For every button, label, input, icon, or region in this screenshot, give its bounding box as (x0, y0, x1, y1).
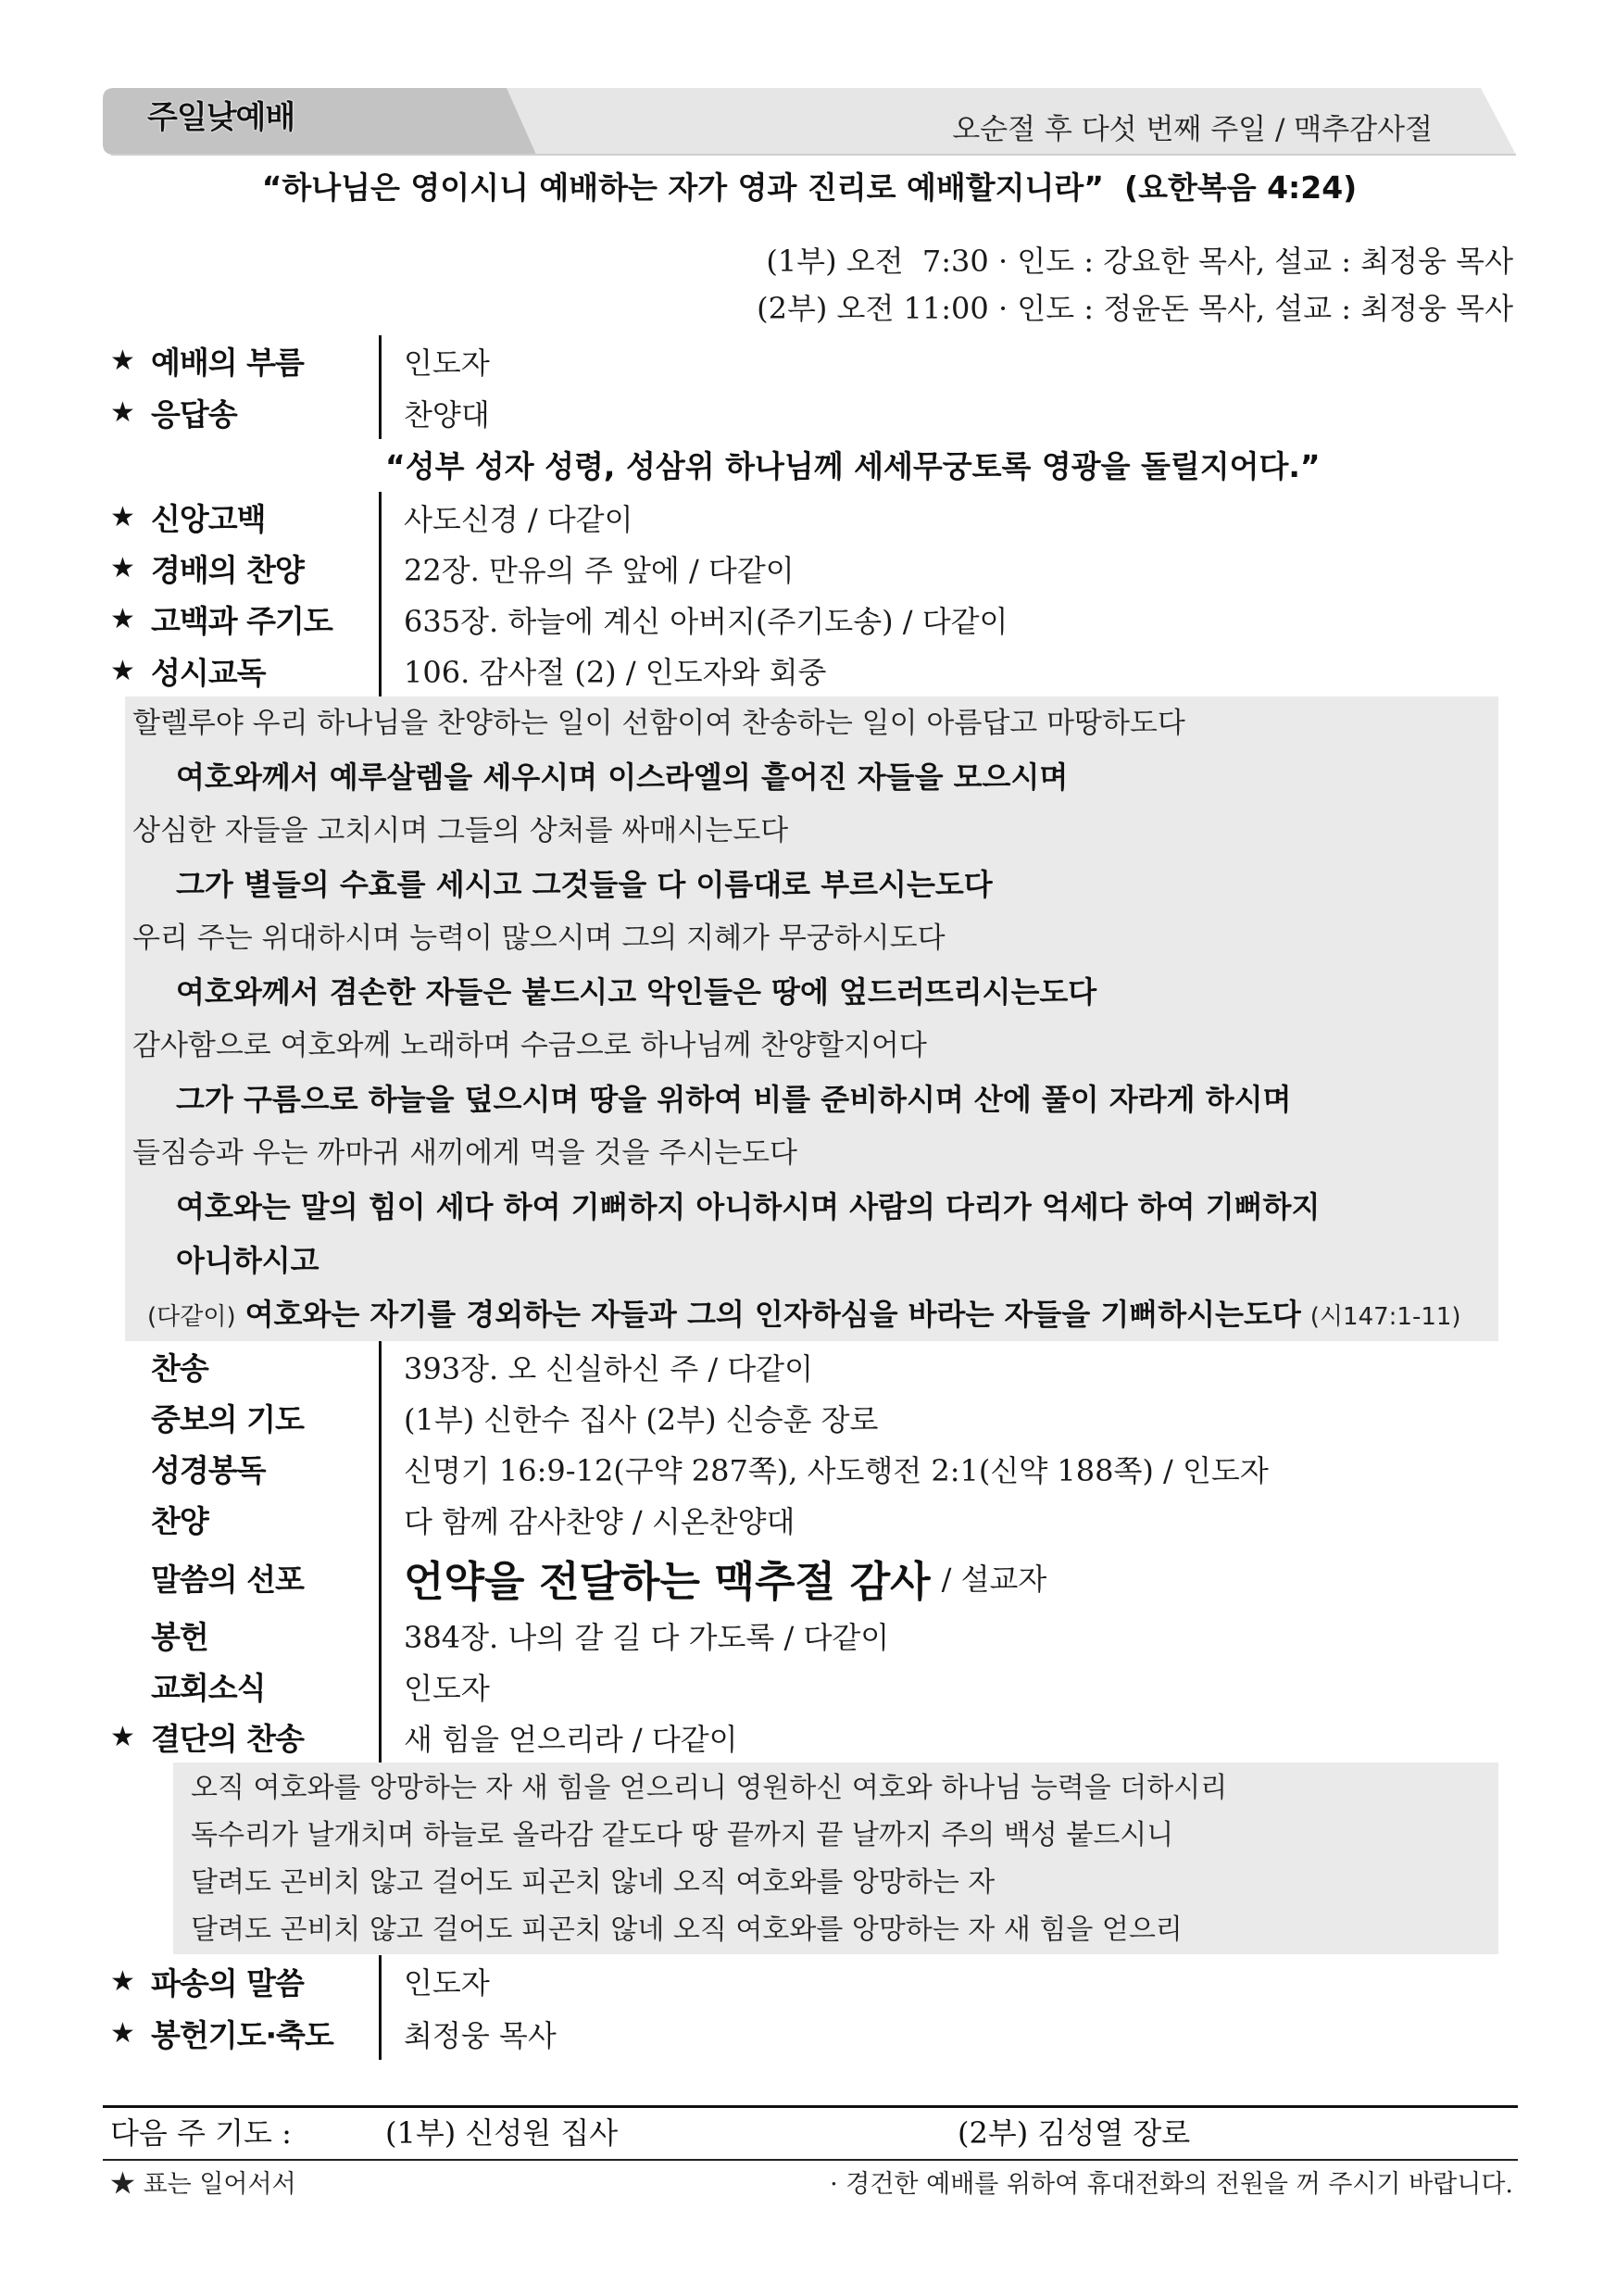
standing-star-icon: ★ (110, 654, 135, 687)
response-song-text: “성부 성자 성령, 성삼위 하나님께 세세무궁토록 영광을 돌릴지어다.” (385, 448, 1321, 484)
service-time-second: (2부) 오전 11:00 · 인도 : 정윤돈 목사, 설교 : 최정웅 목사 (757, 291, 1513, 326)
standing-star-icon: ★ (110, 1721, 135, 1753)
star-spacer (110, 1661, 151, 1712)
star-spacer (110, 1494, 151, 1545)
sermon-title: 언약을 전달하는 맥추절 감사 (404, 1556, 931, 1606)
order-value: 사도신경 / 다같이 (379, 492, 1499, 543)
reading-line-congregation: 그가 별들의 수효를 세시고 그것들을 다 이름대로 부르시는도다 (176, 867, 993, 902)
reading-line-leader: 우리 주는 위대하시며 능력이 많으시며 그의 지혜가 무궁하시도다 (132, 922, 946, 955)
order-value: 신명기 16:9-12(구약 287쪽), 사도행전 2:1(신약 188쪽) / 인도자 (379, 1443, 1499, 1494)
order-value: (1부) 신한수 집사 (2부) 신승훈 장로 (379, 1392, 1499, 1443)
reading-line-leader: 할렐루야 우리 하나님을 찬양하는 일이 선함이여 찬송하는 일이 아름답고 마땅하도다 (132, 707, 1185, 740)
standing-star-icon: ★ (110, 552, 135, 584)
order-label: 파송의 말씀 (151, 1964, 304, 2001)
standing-star-icon: ★ (110, 501, 135, 533)
lyric-line: 오직 여호와를 앙망하는 자 새 힘을 얻으리니 영원하신 여호와 하나님 능력을 더하시리 (191, 1772, 1228, 1804)
order-row-confession-lords-prayer (110, 594, 1499, 645)
order-row-sermon (110, 1545, 1499, 1610)
star-spacer (110, 1341, 151, 1392)
service-time-first: (1부) 오전 7:30 · 인도 : 강요한 목사, 설교 : 최정웅 목사 (766, 244, 1513, 279)
order-row-sending-word (110, 1955, 1499, 2007)
order-label: 고백과 주기도 (151, 603, 332, 639)
order-row-announcements (110, 1661, 1499, 1712)
footer-divider-bottom (103, 2159, 1518, 2161)
responsive-reading-box (125, 696, 1498, 1341)
psalm-reference: (시147:1-11) (1309, 1303, 1461, 1331)
order-label: 응답송 (151, 396, 237, 433)
reading-line-congregation: 아니하시고 (176, 1243, 319, 1278)
order-value: 다 함께 감사찬양 / 시온찬양대 (379, 1494, 1499, 1545)
next-week-prayer-label: 다음 주 기도 : (110, 2115, 292, 2151)
footer-divider-top (103, 2105, 1518, 2108)
order-value: 22장. 만유의 주 앞에 / 다같이 (379, 543, 1499, 594)
order-value (379, 1545, 1499, 1610)
lyric-line: 달려도 곤비치 않고 걸어도 피곤치 않네 오직 여호와를 앙망하는 자 (191, 1866, 996, 1899)
order-label: 예배의 부름 (151, 345, 304, 381)
unison-prefix: (다같이) (147, 1303, 236, 1331)
sermon-preacher: / 설교자 (941, 1562, 1047, 1597)
star-spacer (110, 1443, 151, 1494)
next-week-prayer-second: (2부) 김성열 장로 (958, 2115, 1191, 2151)
section-tab-label: 주일낮예배 (147, 99, 295, 136)
standing-star-icon: ★ (110, 345, 135, 377)
order-value: 106. 감사절 (2) / 인도자와 회중 (379, 645, 1499, 696)
order-value: 393장. 오 신실하신 주 / 다같이 (379, 1341, 1499, 1392)
order-label: 말씀의 선포 (151, 1561, 304, 1598)
order-label: 성시교독 (151, 654, 266, 691)
order-row-praise (110, 543, 1499, 594)
order-value: 인도자 (379, 335, 1499, 386)
occasion-label: 오순절 후 다섯 번째 주일 / 맥추감사절 (952, 113, 1433, 146)
reading-line-congregation: 여호와는 말의 힘이 세다 하여 기뻐하지 아니하시며 사람의 다리가 억세다 하여 기뻐하지 (176, 1189, 1321, 1224)
standing-star-icon: ★ (110, 1964, 135, 1998)
order-value: 찬양대 (379, 386, 1499, 439)
order-value: 인도자 (379, 1955, 1499, 2007)
reading-line-congregation: 여호와께서 예루살렘을 세우시며 이스라엘의 흩어진 자들을 모으시며 (176, 759, 1069, 795)
order-label: 신앙고백 (151, 501, 266, 537)
theme-verse-text: “하나님은 영이시니 예배하는 자가 영과 진리로 예배할지니라” (261, 169, 1104, 206)
order-label: 봉헌기도·축도 (151, 2017, 333, 2053)
star-spacer (110, 1545, 151, 1610)
order-row-anthem (110, 1494, 1499, 1545)
order-label: 경배의 찬양 (151, 552, 304, 588)
reading-line-leader: 들짐승과 우는 까마귀 새끼에게 먹을 것을 주시는도다 (132, 1136, 797, 1170)
order-label: 찬양 (151, 1503, 208, 1539)
theme-verse (103, 165, 1516, 211)
reading-line-unison (125, 1287, 1498, 1341)
order-value: 384장. 나의 갈 길 다 가도록 / 다같이 (379, 1610, 1499, 1661)
hymn-lyrics-box (173, 1763, 1498, 1954)
order-label: 봉헌 (151, 1619, 208, 1655)
order-label: 교회소식 (151, 1670, 266, 1706)
order-value: 인도자 (379, 1661, 1499, 1712)
order-value: 635장. 하늘에 계신 아버지(주기도송) / 다같이 (379, 594, 1499, 645)
reading-line-congregation: 그가 구름으로 하늘을 덮으시며 땅을 위하여 비를 준비하시며 산에 풀이 자라게 하시며 (176, 1082, 1292, 1117)
unison-text: 여호와는 자기를 경외하는 자들과 그의 인자하심을 바라는 자들을 기뻐하시는도다 (244, 1297, 1301, 1332)
order-row-hymn-of-commitment (110, 1712, 1499, 1763)
reading-line-leader: 상심한 자들을 고치시며 그들의 상처를 싸매시는도다 (132, 814, 789, 847)
star-spacer (110, 1392, 151, 1443)
reading-line-leader: 감사함으로 여호와께 노래하며 수금으로 하나님께 찬양할지어다 (132, 1029, 927, 1062)
order-row-call-to-worship (110, 335, 1499, 386)
order-row-scripture-reading (110, 1443, 1499, 1494)
order-row-intercessory-prayer (110, 1392, 1499, 1443)
order-value: 최정웅 목사 (379, 2007, 1499, 2060)
standing-star-icon: ★ (110, 396, 135, 429)
order-row-responsive-reading (110, 645, 1499, 696)
order-label: 찬송 (151, 1350, 208, 1386)
next-week-prayer-first: (1부) 신성원 집사 (385, 2115, 619, 2151)
lyric-line: 달려도 곤비치 않고 걸어도 피곤치 않네 오직 여호와를 앙망하는 자 새 힘을 얻으리 (191, 1913, 1183, 1946)
order-value: 새 힘을 얻으리라 / 다같이 (379, 1712, 1499, 1763)
star-spacer (110, 1610, 151, 1661)
reading-line-congregation: 여호와께서 겸손한 자들은 붙드시고 악인들은 땅에 엎드러뜨리시는도다 (176, 974, 1097, 1010)
order-label: 중보의 기도 (151, 1401, 304, 1437)
order-row-response-song (110, 386, 1499, 439)
order-row-offering (110, 1610, 1499, 1661)
standing-star-icon: ★ (110, 603, 135, 635)
order-label: 성경봉독 (151, 1452, 266, 1488)
order-row-creed (110, 492, 1499, 543)
theme-verse-reference: (요한복음 4:24) (1124, 169, 1358, 206)
order-row-benediction (110, 2007, 1499, 2060)
lyric-line: 독수리가 날개치며 하늘로 올라감 같도다 땅 끝까지 끝 날까지 주의 백성 붙드시니 (191, 1819, 1174, 1851)
standing-note: ★ 표는 일어서서 (110, 2170, 296, 2199)
order-label: 결단의 찬송 (151, 1721, 304, 1757)
phone-note: · 경건한 예배를 위하여 휴대전화의 전원을 꺼 주시기 바랍니다. (830, 2170, 1513, 2199)
order-row-hymn (110, 1341, 1499, 1392)
standing-star-icon: ★ (110, 2017, 135, 2050)
